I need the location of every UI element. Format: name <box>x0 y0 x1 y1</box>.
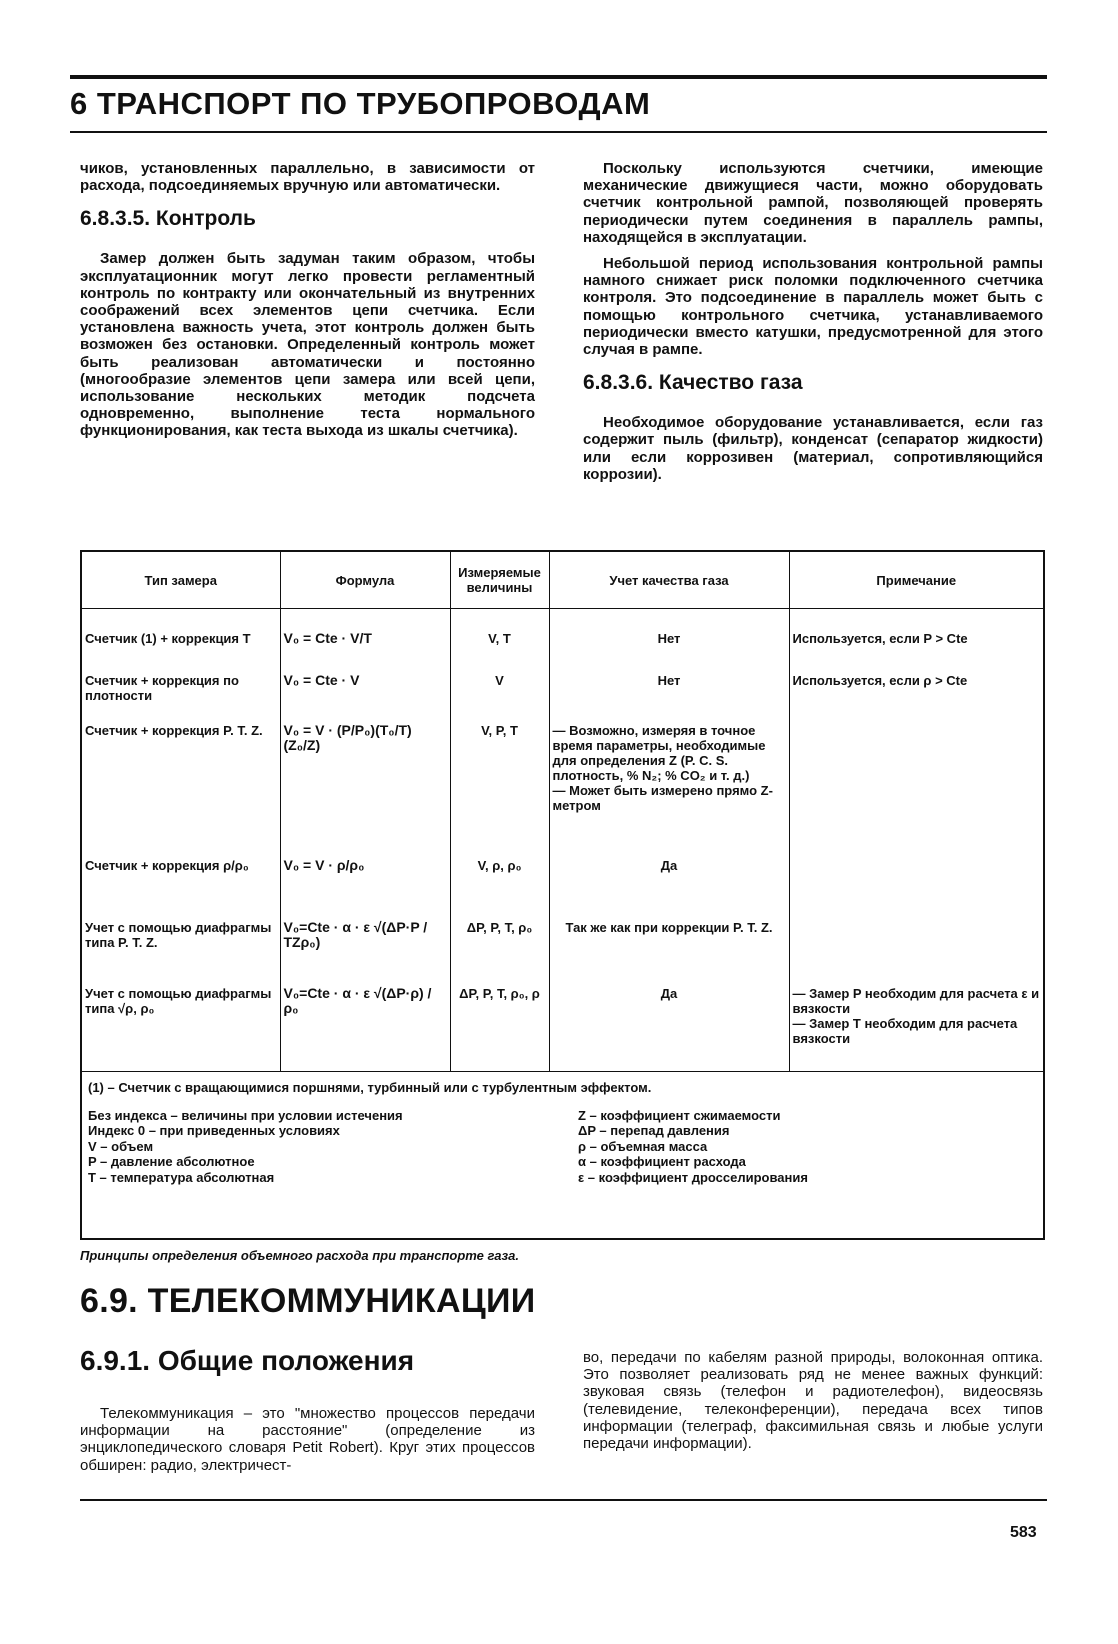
header-formula: Формула <box>280 552 450 609</box>
cell-type: Учет с помощью диафрагмы типа P. T. Z. <box>85 919 272 950</box>
legend-right <box>578 1108 1028 1186</box>
cell-formula: V₀=Cte · α · ε √(ΔP·ρ) / ρ₀ <box>280 982 450 1072</box>
right-paragraph-3: Необходимое оборудование устанавливается, если газ содержит пыль (фильтр), конденсат (сепаратор жидкости) или если коррозивен (материал, сопротивляющийся коррозии). <box>583 414 1043 483</box>
section-heading-control: 6.8.3.5. Контроль <box>80 207 256 231</box>
header-rule-top <box>70 75 1047 79</box>
cell-measured: ΔP, P, T, ρ₀, ρ <box>450 982 549 1072</box>
legend-item: ΔP – перепад давления <box>578 1123 730 1138</box>
left-column <box>80 160 535 449</box>
table-caption: Принципы определения объемного расхода при транспорте газа. <box>80 1248 519 1263</box>
cell-formula: V₀ = V · (P/P₀)(T₀/T)(Z₀/Z) <box>280 719 450 854</box>
bottom-right-column <box>583 1349 1043 1461</box>
table-row <box>82 719 1043 854</box>
footer-rule <box>80 1499 1047 1501</box>
legend-item: T – температура абсолютная <box>88 1169 275 1185</box>
bottom-left-column <box>80 1345 535 1483</box>
cell-quality: Нет <box>549 669 789 719</box>
cell-measured: V, ρ, ρ₀ <box>450 854 549 916</box>
control-paragraph: Замер должен быть задуман таким образом, чтобы эксплуатационник могут легко провести регламентный контроль по контракту или окончательный из внутренних соображений всех элементов цепи счетчика. Если установлена важность учета, этот контроль должен быть возможен без остановки. Определенный контроль может быть реализован автоматически и постоянно (многообразие элементов цепи замера или всей цепи, использование нескольких методик подсчета одновременно, выполнение теста нормального функционирования, как теста выхода из шкалы счетчика). <box>80 250 535 440</box>
measurement-table <box>82 552 1043 1072</box>
cell-measured: ΔP, P, T, ρ₀ <box>450 916 549 982</box>
cell-formula: V₀ = Cte · V/T <box>280 609 450 669</box>
cell-quality: Да <box>549 982 789 1072</box>
table-row <box>82 982 1043 1072</box>
cell-note: Используется, если P > Cte <box>789 609 1043 669</box>
legend-item: ρ – объемная масса <box>578 1138 708 1154</box>
cell-type: Счетчик + коррекция P. T. Z. <box>85 722 263 738</box>
cell-formula: V₀=Cte · α · ε √(ΔP·P / TZρ₀) <box>280 916 450 982</box>
header-note: Примечание <box>789 552 1043 609</box>
cell-note: — Замер P необходим для расчета ε и вязкости — Замер T необходим для расчета вязкости <box>789 982 1043 1072</box>
header-type: Тип замера <box>82 552 280 609</box>
legend-item: Без индекса – величины при условии истечения <box>88 1107 403 1123</box>
cell-type: Учет с помощью диафрагмы типа √ρ, ρ₀ <box>82 982 280 1072</box>
right-paragraph-1: Поскольку используются счетчики, имеющие механические движущиеся части, можно оборудовать счетчик контрольной рампой, позволяющей проверять периодически путем соединения в параллель рампы, находящейся в эксплуатации. <box>583 160 1043 246</box>
cell-type: Счетчик + коррекция по плотности <box>85 672 239 703</box>
cell-type: Счетчик + коррекция ρ/ρ₀ <box>85 857 249 873</box>
cell-formula: V₀ = V · ρ/ρ₀ <box>280 854 450 916</box>
cell-note <box>789 916 1043 982</box>
table-row <box>82 669 1043 719</box>
legend-item: ε – коэффициент дросселирования <box>578 1169 808 1185</box>
cell-formula: V₀ = Cte · V <box>280 669 450 719</box>
header-quality: Учет качества газа <box>549 552 789 609</box>
legend-item: Z – коэффициент сжимаемости <box>578 1107 781 1123</box>
table-row <box>82 609 1043 669</box>
section-title: 6.9. ТЕЛЕКОММУНИКАЦИИ <box>80 1282 536 1320</box>
cell-quality: — Возможно, измеряя в точное время параметры, необходимые для определения Z (P. C. S. плотность, % N₂; % CO₂ и т. д.) — Может быть измерено прямо Z-метром <box>549 719 789 854</box>
header-measured: Измеряемые величины <box>450 552 549 609</box>
legend-left <box>88 1108 578 1186</box>
table-row <box>82 916 1043 982</box>
telecom-paragraph-left: Телекоммуникация – это "множество процессов передачи информации на расстояние" (определение из энциклопедического словаря Petit Robert). Круг этих процессов обширен: радио, электричест- <box>80 1405 535 1474</box>
telecom-paragraph-right: во, передачи по кабелям разной природы, волоконная оптика. Это позволяет реализовать ряд не менее важных функций: звуковая связь (телефон и радиотелефон), видеосвязь (телевидение, телеконференции), передача всех типов информации (телеграф, факсимильная связь и любые услуги передачи информации). <box>583 1349 1043 1453</box>
right-paragraph-2: Небольшой период использования контрольной рампы намного снижает риск поломки подключенного счетчика контроля. Это подсоединение в параллель может быть с помощью контрольного счетчика, устанавливаемого периодически вместо катушки, предусмотренной для этого случая в рампе. <box>583 255 1043 359</box>
table-row <box>82 854 1043 916</box>
cell-type: Счетчик (1) + коррекция T <box>85 631 251 646</box>
subsection-title: 6.9.1. Общие положения <box>80 1345 415 1376</box>
cell-measured: V, P, T <box>450 719 549 854</box>
table-footnote: (1) – Счетчик с вращающимися поршнями, турбинный или с турбулентным эффектом. <box>88 1080 652 1095</box>
cell-note: Используется, если ρ > Cte <box>789 669 1043 719</box>
legend <box>88 1108 1037 1186</box>
cell-quality: Так же как при коррекции P. T. Z. <box>549 916 789 982</box>
right-column <box>583 160 1043 492</box>
chapter-title: 6 ТРАНСПОРТ ПО ТРУБОПРОВОДАМ <box>70 86 651 121</box>
table-header-row <box>82 552 1043 609</box>
cell-measured: V <box>450 669 549 719</box>
section-heading-gas-quality: 6.8.3.6. Качество газа <box>583 371 803 395</box>
cell-note <box>789 719 1043 854</box>
legend-item: Индекс 0 – при приведенных условиях <box>88 1123 340 1138</box>
legend-item: α – коэффициент расхода <box>578 1154 746 1169</box>
page-number: 583 <box>1010 1524 1037 1541</box>
cell-note <box>789 854 1043 916</box>
left-intro-paragraph: чиков, установленных параллельно, в зависимости от расхода, подсоединяемых вручную или автоматически. <box>80 160 535 195</box>
cell-measured: V, T <box>450 609 549 669</box>
legend-item: V – объем <box>88 1138 154 1154</box>
cell-quality: Да <box>549 854 789 916</box>
cell-quality: Нет <box>549 609 789 669</box>
measurement-table-frame <box>80 550 1045 1240</box>
header-rule-bottom <box>70 131 1047 133</box>
table-notes <box>82 1072 1043 1193</box>
legend-item: P – давление абсолютное <box>88 1154 255 1169</box>
